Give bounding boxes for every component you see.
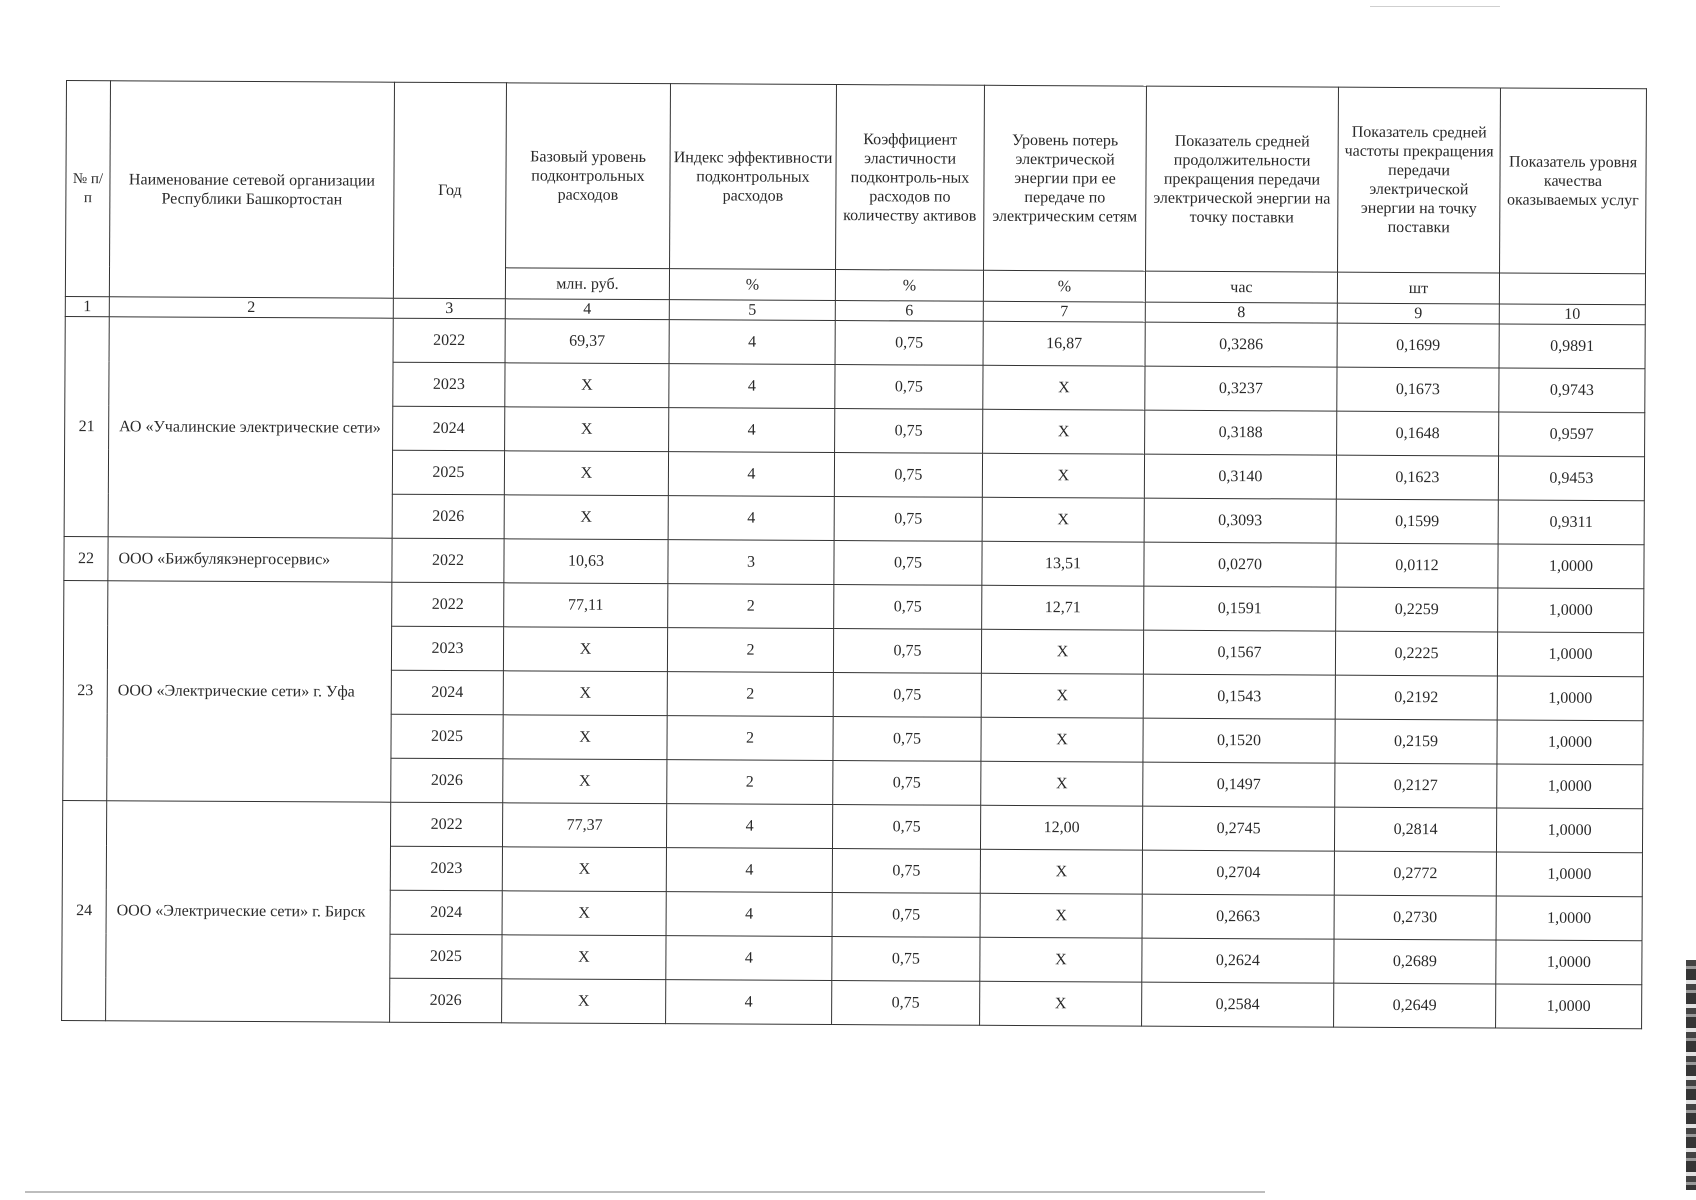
cell-interruption-frequency: 0,2192 bbox=[1335, 675, 1497, 720]
cell-efficiency-index: 2 bbox=[668, 584, 834, 629]
unit-efficiency-index: % bbox=[669, 269, 835, 301]
cell-losses: Х bbox=[981, 761, 1143, 806]
cell-base-costs: 10,63 bbox=[504, 539, 668, 584]
cell-service-quality: 0,9453 bbox=[1498, 456, 1644, 501]
row-number: 21 bbox=[64, 316, 109, 536]
column-number: 5 bbox=[669, 300, 835, 321]
cell-base-costs: Х bbox=[502, 847, 666, 892]
cell-efficiency-index: 4 bbox=[669, 408, 835, 453]
cell-year: 2022 bbox=[390, 802, 502, 847]
cell-year: 2022 bbox=[393, 318, 505, 363]
cell-elasticity: 0,75 bbox=[833, 717, 981, 762]
cell-losses: Х bbox=[980, 981, 1142, 1026]
cell-interruption-duration: 0,3237 bbox=[1145, 366, 1337, 411]
cell-year: 2023 bbox=[390, 846, 502, 891]
cell-service-quality: 1,0000 bbox=[1498, 544, 1644, 589]
cell-interruption-duration: 0,2704 bbox=[1142, 850, 1334, 895]
cell-interruption-duration: 0,3188 bbox=[1145, 410, 1337, 455]
cell-elasticity: 0,75 bbox=[833, 629, 981, 674]
cell-service-quality: 0,9891 bbox=[1499, 324, 1645, 369]
cell-efficiency-index: 2 bbox=[667, 628, 833, 673]
cell-interruption-duration: 0,2584 bbox=[1142, 982, 1334, 1027]
organization-name: ООО «Бижбулякэнергосервис» bbox=[108, 537, 392, 582]
cell-interruption-duration: 0,1520 bbox=[1143, 718, 1335, 763]
cell-base-costs: Х bbox=[503, 671, 667, 716]
cell-losses: Х bbox=[981, 673, 1143, 718]
column-number: 10 bbox=[1499, 304, 1645, 325]
tariff-parameters-table bbox=[61, 80, 1647, 1029]
header-losses: Уровень потерь электрической энергии при ее передаче по электрическим сетям bbox=[984, 85, 1147, 271]
cell-elasticity: 0,75 bbox=[834, 453, 982, 498]
cell-interruption-frequency: 0,2159 bbox=[1335, 719, 1497, 764]
table-row bbox=[64, 580, 1644, 632]
column-number: 4 bbox=[505, 299, 669, 320]
organization-name: ООО «Электрические сети» г. Бирск bbox=[106, 801, 391, 1022]
cell-base-costs: Х bbox=[502, 891, 666, 936]
header-year: Год bbox=[393, 82, 506, 299]
cell-interruption-duration: 0,0270 bbox=[1144, 542, 1336, 587]
cell-losses: Х bbox=[983, 409, 1145, 454]
cell-elasticity: 0,75 bbox=[832, 805, 980, 850]
table-row bbox=[62, 800, 1642, 852]
column-number: 2 bbox=[109, 297, 393, 318]
cell-year: 2025 bbox=[391, 714, 503, 759]
cell-efficiency-index: 4 bbox=[666, 804, 832, 849]
cell-elasticity: 0,75 bbox=[835, 409, 983, 454]
cell-interruption-duration: 0,2624 bbox=[1142, 938, 1334, 983]
cell-interruption-frequency: 0,2127 bbox=[1335, 763, 1497, 808]
column-number: 7 bbox=[983, 301, 1145, 322]
cell-efficiency-index: 4 bbox=[669, 320, 835, 365]
cell-elasticity: 0,75 bbox=[835, 365, 983, 410]
cell-losses: 16,87 bbox=[983, 321, 1145, 366]
row-number: 22 bbox=[64, 536, 108, 580]
cell-service-quality: 1,0000 bbox=[1498, 588, 1644, 633]
unit-interruption-frequency: шт bbox=[1337, 272, 1499, 304]
cell-year: 2026 bbox=[390, 978, 502, 1023]
cell-base-costs: Х bbox=[502, 935, 666, 980]
cell-base-costs: Х bbox=[503, 759, 667, 804]
cell-efficiency-index: 4 bbox=[668, 496, 834, 541]
cell-year: 2024 bbox=[391, 670, 503, 715]
cell-service-quality: 1,0000 bbox=[1497, 676, 1643, 721]
unit-interruption-duration: час bbox=[1145, 271, 1337, 303]
cell-interruption-duration: 0,1543 bbox=[1143, 674, 1335, 719]
table-row bbox=[65, 316, 1645, 368]
cell-interruption-duration: 0,2663 bbox=[1142, 894, 1334, 939]
row-number: 24 bbox=[62, 800, 107, 1020]
cell-interruption-duration: 0,3093 bbox=[1144, 498, 1336, 543]
cell-base-costs: 77,11 bbox=[504, 583, 668, 628]
cell-year: 2026 bbox=[392, 494, 504, 539]
cell-year: 2023 bbox=[391, 626, 503, 671]
cell-losses: 13,51 bbox=[982, 541, 1144, 586]
cell-interruption-duration: 0,1567 bbox=[1143, 630, 1335, 675]
cell-base-costs: Х bbox=[502, 979, 666, 1024]
cell-interruption-duration: 0,2745 bbox=[1142, 806, 1334, 851]
cell-year: 2026 bbox=[391, 758, 503, 803]
cell-interruption-frequency: 0,0112 bbox=[1336, 543, 1498, 588]
cell-losses: Х bbox=[980, 937, 1142, 982]
cell-base-costs: Х bbox=[503, 627, 667, 672]
cell-efficiency-index: 2 bbox=[667, 716, 833, 761]
cell-base-costs: Х bbox=[503, 715, 667, 760]
cell-interruption-frequency: 0,2689 bbox=[1334, 939, 1496, 984]
cell-efficiency-index: 3 bbox=[668, 540, 834, 585]
cell-elasticity: 0,75 bbox=[832, 849, 980, 894]
cell-elasticity: 0,75 bbox=[832, 893, 980, 938]
cell-losses: Х bbox=[980, 893, 1142, 938]
scan-artifact-bottom bbox=[25, 1191, 1265, 1193]
cell-efficiency-index: 2 bbox=[667, 672, 833, 717]
cell-service-quality: 0,9311 bbox=[1498, 500, 1644, 545]
scan-artifact-right bbox=[1686, 960, 1696, 1190]
column-number: 9 bbox=[1337, 303, 1499, 324]
cell-losses: Х bbox=[982, 453, 1144, 498]
cell-efficiency-index: 2 bbox=[667, 760, 833, 805]
cell-elasticity: 0,75 bbox=[833, 761, 981, 806]
cell-year: 2025 bbox=[390, 934, 502, 979]
cell-year: 2024 bbox=[393, 406, 505, 451]
cell-elasticity: 0,75 bbox=[832, 937, 980, 982]
cell-elasticity: 0,75 bbox=[834, 585, 982, 630]
cell-efficiency-index: 4 bbox=[666, 892, 832, 937]
cell-service-quality: 1,0000 bbox=[1497, 764, 1643, 809]
cell-losses: Х bbox=[980, 849, 1142, 894]
cell-interruption-duration: 0,3140 bbox=[1144, 454, 1336, 499]
cell-losses: Х bbox=[981, 629, 1143, 674]
cell-service-quality: 1,0000 bbox=[1496, 896, 1642, 941]
column-number: 6 bbox=[835, 301, 983, 322]
column-number: 8 bbox=[1145, 302, 1337, 323]
column-number: 3 bbox=[393, 298, 505, 319]
cell-base-costs: 69,37 bbox=[505, 319, 669, 364]
cell-year: 2024 bbox=[390, 890, 502, 935]
table-body bbox=[62, 316, 1646, 1028]
cell-year: 2023 bbox=[393, 362, 505, 407]
organization-name: ООО «Электрические сети» г. Уфа bbox=[107, 581, 392, 802]
organization-name: АО «Учалинские электрические сети» bbox=[108, 317, 393, 538]
cell-service-quality: 0,9743 bbox=[1499, 368, 1645, 413]
cell-efficiency-index: 4 bbox=[669, 364, 835, 409]
header-num: № п/п bbox=[65, 81, 110, 297]
header-elasticity: Коэффициент эластичности подконтроль-ных расходов по количеству активов bbox=[836, 85, 985, 271]
unit-service-quality bbox=[1499, 273, 1645, 305]
cell-service-quality: 1,0000 bbox=[1496, 940, 1642, 985]
cell-base-costs: Х bbox=[504, 495, 668, 540]
cell-base-costs: 77,37 bbox=[502, 803, 666, 848]
cell-interruption-frequency: 0,1673 bbox=[1337, 367, 1499, 412]
cell-interruption-duration: 0,1497 bbox=[1143, 762, 1335, 807]
cell-interruption-frequency: 0,2772 bbox=[1334, 851, 1496, 896]
cell-interruption-frequency: 0,2649 bbox=[1334, 983, 1496, 1028]
unit-elasticity: % bbox=[835, 270, 983, 302]
header-efficiency-index: Индекс эффективности подконтрольных расходов bbox=[670, 84, 837, 270]
header-organization: Наименование сетевой организации Республики Башкортостан bbox=[109, 81, 394, 298]
cell-base-costs: Х bbox=[505, 363, 669, 408]
cell-interruption-frequency: 0,2259 bbox=[1336, 587, 1498, 632]
cell-year: 2025 bbox=[392, 450, 504, 495]
cell-service-quality: 1,0000 bbox=[1496, 984, 1642, 1029]
cell-losses: Х bbox=[981, 717, 1143, 762]
cell-losses: 12,00 bbox=[980, 805, 1142, 850]
cell-losses: Х bbox=[982, 497, 1144, 542]
cell-service-quality: 1,0000 bbox=[1497, 720, 1643, 765]
cell-elasticity: 0,75 bbox=[834, 541, 982, 586]
cell-losses: Х bbox=[983, 365, 1145, 410]
cell-efficiency-index: 4 bbox=[666, 980, 832, 1025]
scan-artifact-top bbox=[1370, 6, 1500, 7]
cell-interruption-duration: 0,3286 bbox=[1145, 322, 1337, 367]
cell-efficiency-index: 4 bbox=[666, 848, 832, 893]
cell-year: 2022 bbox=[392, 582, 504, 627]
header-interruption-duration: Показатель средней продолжительности прекращения передачи электрической энергии на точку поставки bbox=[1146, 86, 1339, 272]
row-number: 23 bbox=[63, 580, 108, 800]
cell-interruption-frequency: 0,1599 bbox=[1336, 499, 1498, 544]
column-number: 1 bbox=[65, 296, 109, 316]
cell-service-quality: 0,9597 bbox=[1499, 412, 1645, 457]
cell-elasticity: 0,75 bbox=[834, 497, 982, 542]
cell-base-costs: Х bbox=[504, 451, 668, 496]
cell-interruption-frequency: 0,1699 bbox=[1337, 323, 1499, 368]
cell-service-quality: 1,0000 bbox=[1496, 808, 1642, 853]
cell-efficiency-index: 4 bbox=[666, 936, 832, 981]
cell-service-quality: 1,0000 bbox=[1497, 632, 1643, 677]
unit-base-costs: млн. руб. bbox=[505, 268, 669, 300]
cell-interruption-frequency: 0,1648 bbox=[1337, 411, 1499, 456]
cell-losses: 12,71 bbox=[982, 585, 1144, 630]
header-base-costs: Базовый уровень подконтрольных расходов bbox=[506, 83, 671, 269]
header-interruption-frequency: Показатель средней частоты прекращения передачи электрической энергии на точку поставки bbox=[1338, 87, 1501, 273]
header-row bbox=[66, 81, 1647, 274]
header-service-quality: Показатель уровня качества оказываемых услуг bbox=[1500, 88, 1647, 274]
cell-elasticity: 0,75 bbox=[833, 673, 981, 718]
cell-efficiency-index: 4 bbox=[668, 452, 834, 497]
cell-interruption-duration: 0,1591 bbox=[1144, 586, 1336, 631]
cell-interruption-frequency: 0,1623 bbox=[1336, 455, 1498, 500]
cell-elasticity: 0,75 bbox=[835, 321, 983, 366]
unit-losses: % bbox=[983, 270, 1145, 302]
cell-year: 2022 bbox=[392, 538, 504, 583]
cell-elasticity: 0,75 bbox=[832, 981, 980, 1026]
cell-base-costs: Х bbox=[505, 407, 669, 452]
cell-service-quality: 1,0000 bbox=[1496, 852, 1642, 897]
cell-interruption-frequency: 0,2814 bbox=[1334, 807, 1496, 852]
cell-interruption-frequency: 0,2730 bbox=[1334, 895, 1496, 940]
cell-interruption-frequency: 0,2225 bbox=[1335, 631, 1497, 676]
